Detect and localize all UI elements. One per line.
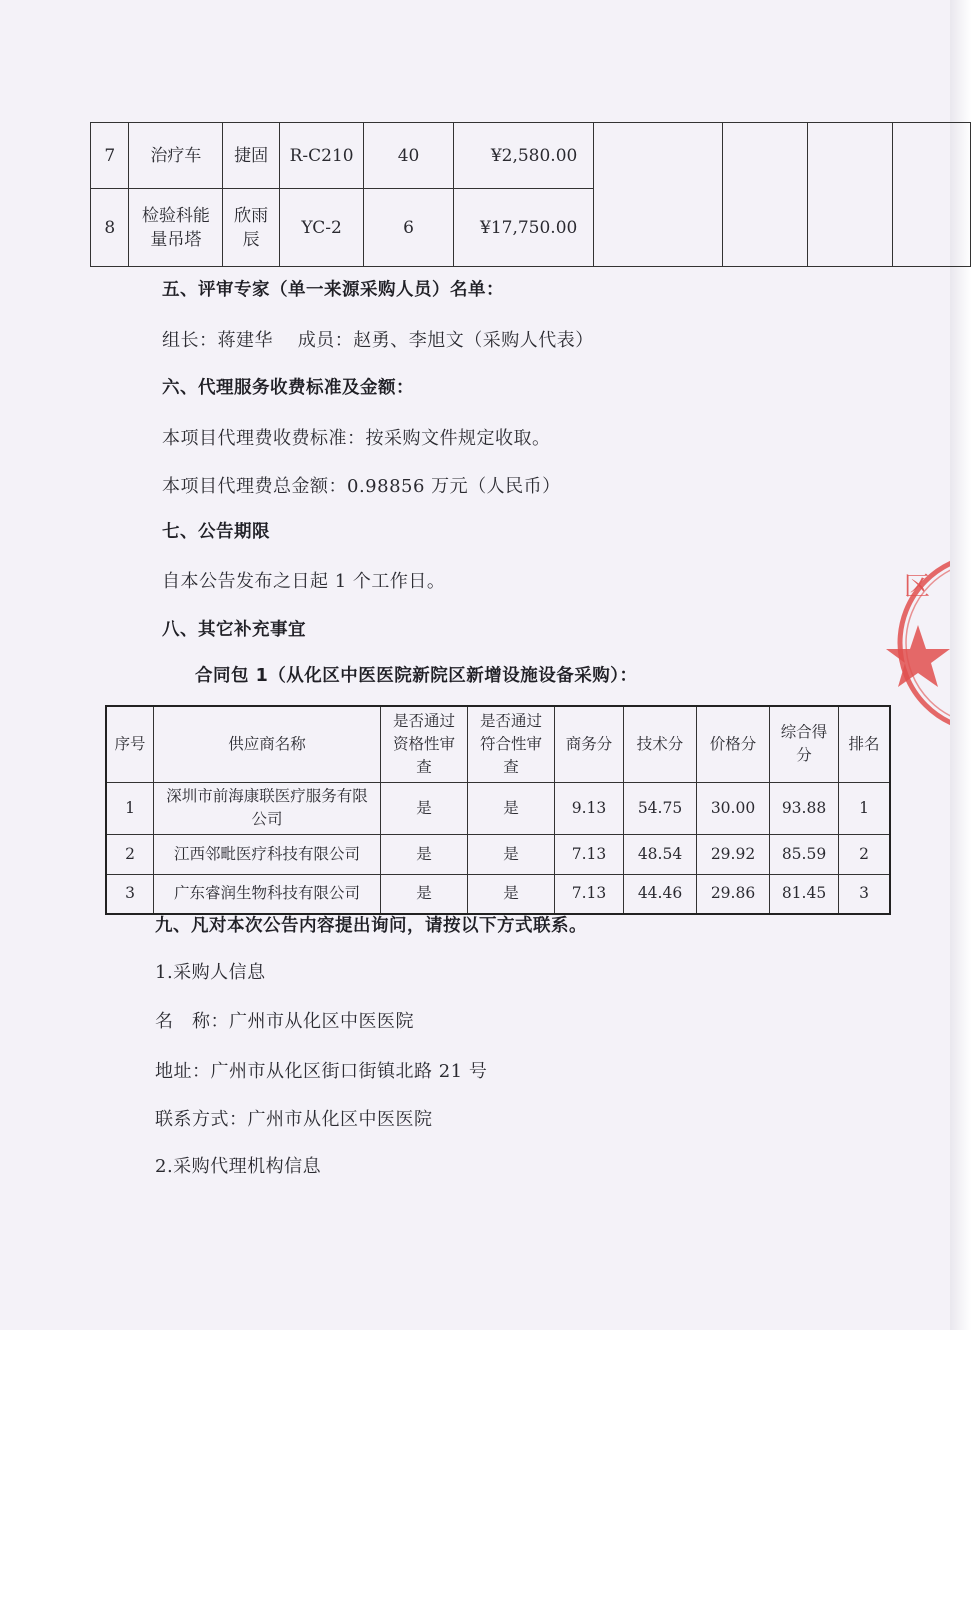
header-no: 序号 [106, 706, 154, 782]
row-business: 7.13 [555, 834, 624, 874]
score-table [105, 705, 891, 915]
row-qualification: 是 [381, 874, 468, 914]
contract-package-title: 合同包 1（从化区中医医院新院区新增设施设备采购）： [195, 666, 638, 686]
item-qty: 6 [364, 189, 454, 267]
header-compliance: 是否通过符合性审查 [468, 706, 555, 782]
row-qualification: 是 [381, 782, 468, 834]
row-total: 85.59 [770, 834, 839, 874]
table-row [106, 782, 890, 834]
empty-cell [722, 123, 807, 267]
official-seal [880, 545, 950, 740]
header-business: 商务分 [555, 706, 624, 782]
item-no: 8 [91, 189, 129, 267]
row-business: 7.13 [555, 874, 624, 914]
row-technical: 44.46 [624, 874, 697, 914]
row-rank: 1 [839, 782, 891, 834]
seal-icon [880, 545, 950, 740]
buyer-address: 地址：广州市从化区街口街镇北路 21 号 [155, 1061, 488, 1082]
row-rank: 2 [839, 834, 891, 874]
row-price: 30.00 [697, 782, 770, 834]
row-supplier: 江西邻毗医疗科技有限公司 [154, 834, 381, 874]
item-qty: 40 [364, 123, 454, 189]
row-no: 1 [106, 782, 154, 834]
row-compliance: 是 [468, 782, 555, 834]
row-total: 93.88 [770, 782, 839, 834]
items-table [90, 122, 971, 267]
header-price: 价格分 [697, 706, 770, 782]
row-technical: 48.54 [624, 834, 697, 874]
header-technical: 技术分 [624, 706, 697, 782]
seal-text: 区 [904, 572, 931, 602]
item-model: R-C210 [279, 123, 363, 189]
item-price: ¥2,580.00 [453, 123, 593, 189]
row-supplier: 广东睿润生物科技有限公司 [154, 874, 381, 914]
item-brand: 捷固 [223, 123, 280, 189]
row-business: 9.13 [555, 782, 624, 834]
section-6-title: 六、代理服务收费标准及金额： [162, 378, 414, 398]
row-price: 29.86 [697, 874, 770, 914]
section-8-title: 八、其它补充事宜 [162, 620, 306, 640]
item-name: 检验科能量吊塔 [129, 189, 223, 267]
table-header-row [106, 706, 890, 782]
row-technical: 54.75 [624, 782, 697, 834]
header-qualification: 是否通过资格性审查 [381, 706, 468, 782]
table-row [91, 123, 971, 189]
section-7-title: 七、公告期限 [162, 522, 270, 542]
item-brand: 欣雨辰 [223, 189, 280, 267]
section-6-standard: 本项目代理费收费标准：按采购文件规定收取。 [162, 428, 551, 449]
buyer-name: 名 称：广州市从化区中医医院 [155, 1011, 414, 1032]
row-supplier: 深圳市前海康联医疗服务有限公司 [154, 782, 381, 834]
item-model: YC-2 [279, 189, 363, 267]
buyer-contact: 联系方式：广州市从化区中医医院 [155, 1109, 433, 1130]
section-6-amount: 本项目代理费总金额：0.98856 万元（人民币） [162, 476, 561, 497]
empty-cell [893, 123, 971, 267]
item-name: 治疗车 [129, 123, 223, 189]
row-compliance: 是 [468, 834, 555, 874]
row-rank: 3 [839, 874, 891, 914]
table-row [106, 834, 890, 874]
row-total: 81.45 [770, 874, 839, 914]
row-qualification: 是 [381, 834, 468, 874]
agency-info-heading: 2.采购代理机构信息 [155, 1156, 322, 1177]
section-7-period: 自本公告发布之日起 1 个工作日。 [162, 571, 446, 592]
header-total: 综合得分 [770, 706, 839, 782]
item-no: 7 [91, 123, 129, 189]
row-no: 2 [106, 834, 154, 874]
empty-cell [808, 123, 893, 267]
item-price: ¥17,750.00 [453, 189, 593, 267]
empty-cell [594, 123, 722, 267]
row-price: 29.92 [697, 834, 770, 874]
row-no: 3 [106, 874, 154, 914]
table-row [106, 874, 890, 914]
buyer-info-heading: 1.采购人信息 [155, 962, 266, 983]
section-5-title: 五、评审专家（单一来源采购人员）名单： [162, 280, 504, 300]
header-rank: 排名 [839, 706, 891, 782]
section-5-experts: 组长：蒋建华 成员：赵勇、李旭文（采购人代表） [162, 330, 594, 351]
section-9-title: 九、凡对本次公告内容提出询问，请按以下方式联系。 [155, 916, 587, 936]
header-supplier: 供应商名称 [154, 706, 381, 782]
row-compliance: 是 [468, 874, 555, 914]
